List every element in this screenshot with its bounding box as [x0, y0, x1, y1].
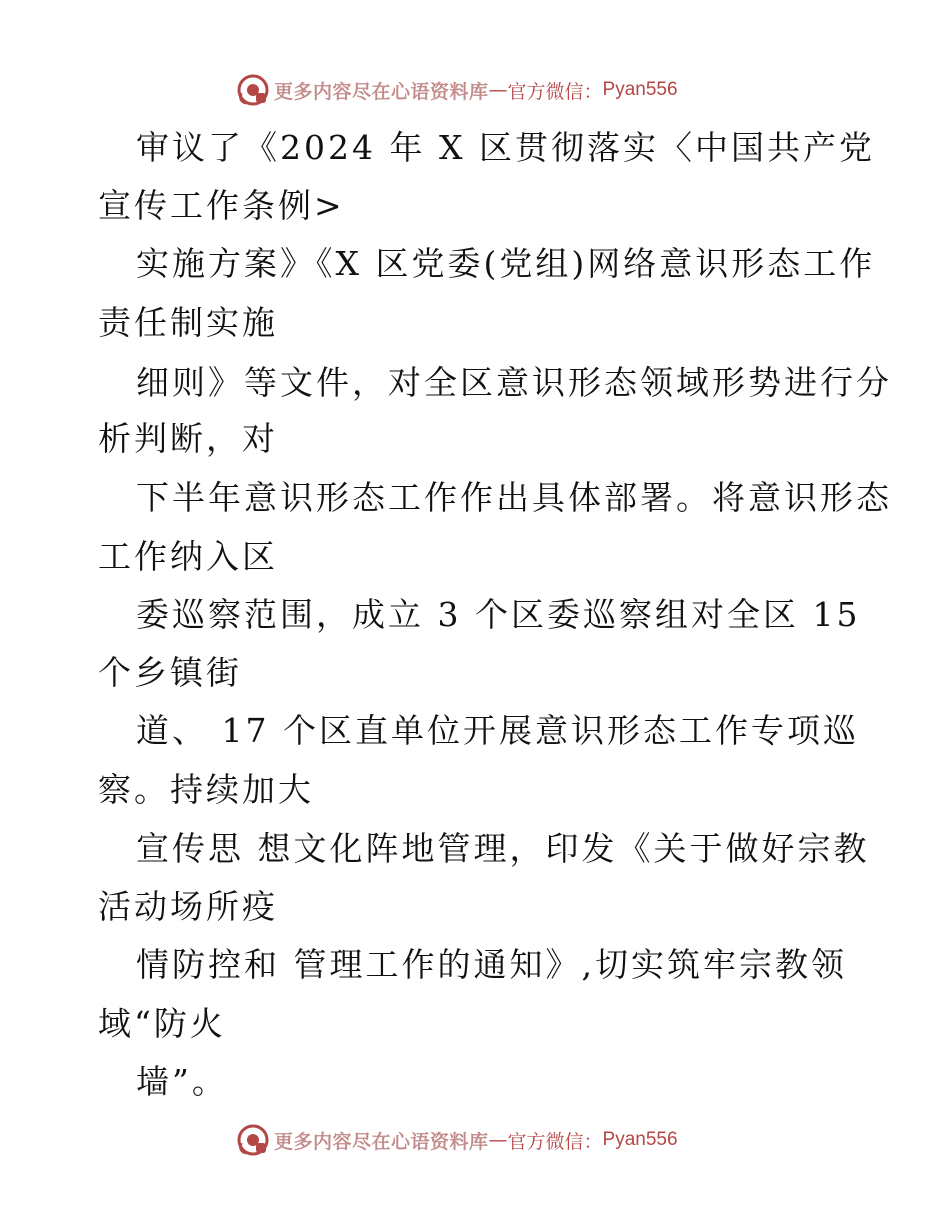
- body-line: 析判断，对: [98, 419, 278, 458]
- body-line: 活动场所疫: [98, 887, 278, 926]
- watermark-label: 官方微信：: [507, 1131, 603, 1153]
- headset-logo-icon: [236, 73, 270, 107]
- body-line: 工作纳入区: [98, 537, 278, 576]
- body-line: 域“防火: [98, 1004, 226, 1043]
- watermark-text: 更多内容尽在心语资料库: [274, 80, 489, 103]
- headset-logo-icon: [236, 1123, 270, 1157]
- body-line: 下半年意识形态工作作出具体部署。将意识形态: [136, 478, 892, 517]
- header-watermark: [236, 73, 678, 107]
- watermark-separator: —: [488, 79, 508, 101]
- watermark-text: 更多内容尽在心语资料库: [274, 1130, 489, 1153]
- body-line: 责任制实施: [98, 303, 278, 342]
- body-line: 宣传工作条例>: [98, 186, 345, 225]
- body-line: 细则》等文件，对全区意识形态领域形势进行分: [136, 363, 892, 402]
- body-line: 委巡察范围，成立 3 个区委巡察组对全区 15: [136, 595, 861, 634]
- body-line: 实施方案》《X 区党委(党组)网络意识形态工作: [136, 244, 876, 283]
- watermark-label: 官方微信：: [507, 81, 603, 103]
- footer-watermark: [236, 1123, 678, 1157]
- body-line: 宣传思 想文化阵地管理，印发《关于做好宗教: [136, 829, 870, 868]
- watermark-id: Pyan556: [602, 79, 678, 100]
- body-line: 墙”。: [136, 1062, 228, 1101]
- body-line: 道、 17 个区直单位开展意识形态工作专项巡: [136, 711, 859, 750]
- body-line: 察。持续加大: [98, 770, 314, 809]
- watermark-separator: —: [488, 1129, 508, 1151]
- body-line: 情防控和 管理工作的通知》,切实筑牢宗教领: [136, 945, 847, 984]
- watermark-id: Pyan556: [602, 1129, 678, 1150]
- body-line: 审议了《2024 年 X 区贯彻落实〈中国共产党: [136, 128, 875, 167]
- body-line: 个乡镇街: [98, 653, 242, 692]
